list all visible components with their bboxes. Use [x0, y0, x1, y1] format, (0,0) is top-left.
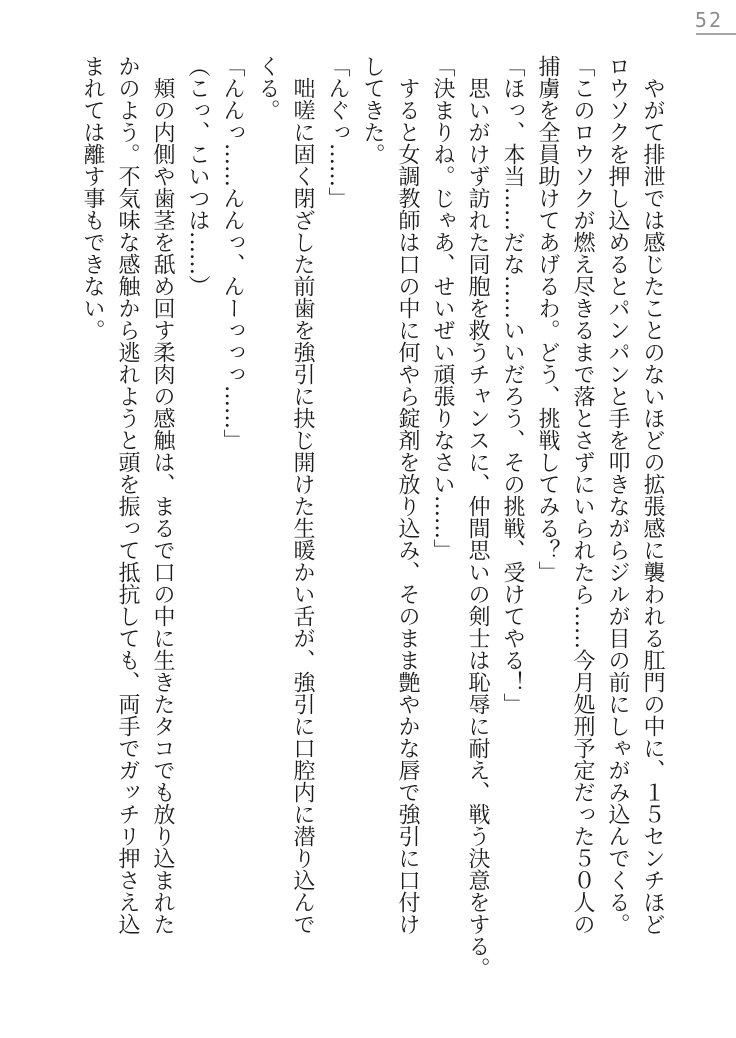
page-number-rule [696, 33, 736, 35]
vertical-text-block [75, 55, 670, 990]
text-line: 捕虜を全員助けてあげるわ。どう、挑戦してみる？」 [535, 55, 560, 583]
text-line: 「このロウソクが燃え尽きるまで落とさずにいられたら……今月処刑予定だった５０人の [570, 55, 595, 935]
text-line: してきた。 [360, 55, 385, 165]
text-line: 頬の内側や歯茎を舐め回す柔肉の感触は、まるで口の中に生きたタコでも放り込まれた [150, 77, 175, 935]
text-line: 思いがけず訪れた同胞を救うチャンスに、仲間思いの剣士は恥辱に耐え、戦う決意をする。 [465, 77, 490, 979]
text-line: すると女調教師は口の中に何やら錠剤を放り込み、そのまま艶やかな唇で強引に口付け [395, 77, 420, 935]
text-line: かのよう。不気味な感触から逃れようと頭を振って抵抗しても、両手でガッチリ押さえ込 [115, 55, 140, 935]
text-line: まれては離す事もできない。 [80, 55, 105, 341]
text-line: やがて排泄では感じたことのないほどの拡張感に襲われる肛門の中に、１５センチほど [640, 77, 665, 935]
text-line: 「ほっ、本当……だな……いいだろう、その挑戦、受けてやる！」 [500, 55, 525, 715]
text-line: 「んぐっ……」 [325, 55, 350, 209]
text-line: 「決まりね。じゃあ、せいぜい頑張りなさい……」 [430, 55, 455, 561]
text-line: ロウソクを押し込めるとパンパンと手を叩きながらジルが目の前にしゃがみ込んでくる。 [605, 55, 630, 935]
text-line: 咄嗟に固く閉ざした前歯を強引に抉じ開けた生暖かい舌が、強引に口腔内に潜り込んで [290, 77, 315, 935]
text-line: くる。 [255, 55, 280, 121]
text-line: （こっ、こいつは……） [185, 55, 210, 297]
page-number: 52 [694, 8, 723, 32]
text-line: 「んんっ……んんっ、んーっっっ……」 [220, 55, 245, 451]
